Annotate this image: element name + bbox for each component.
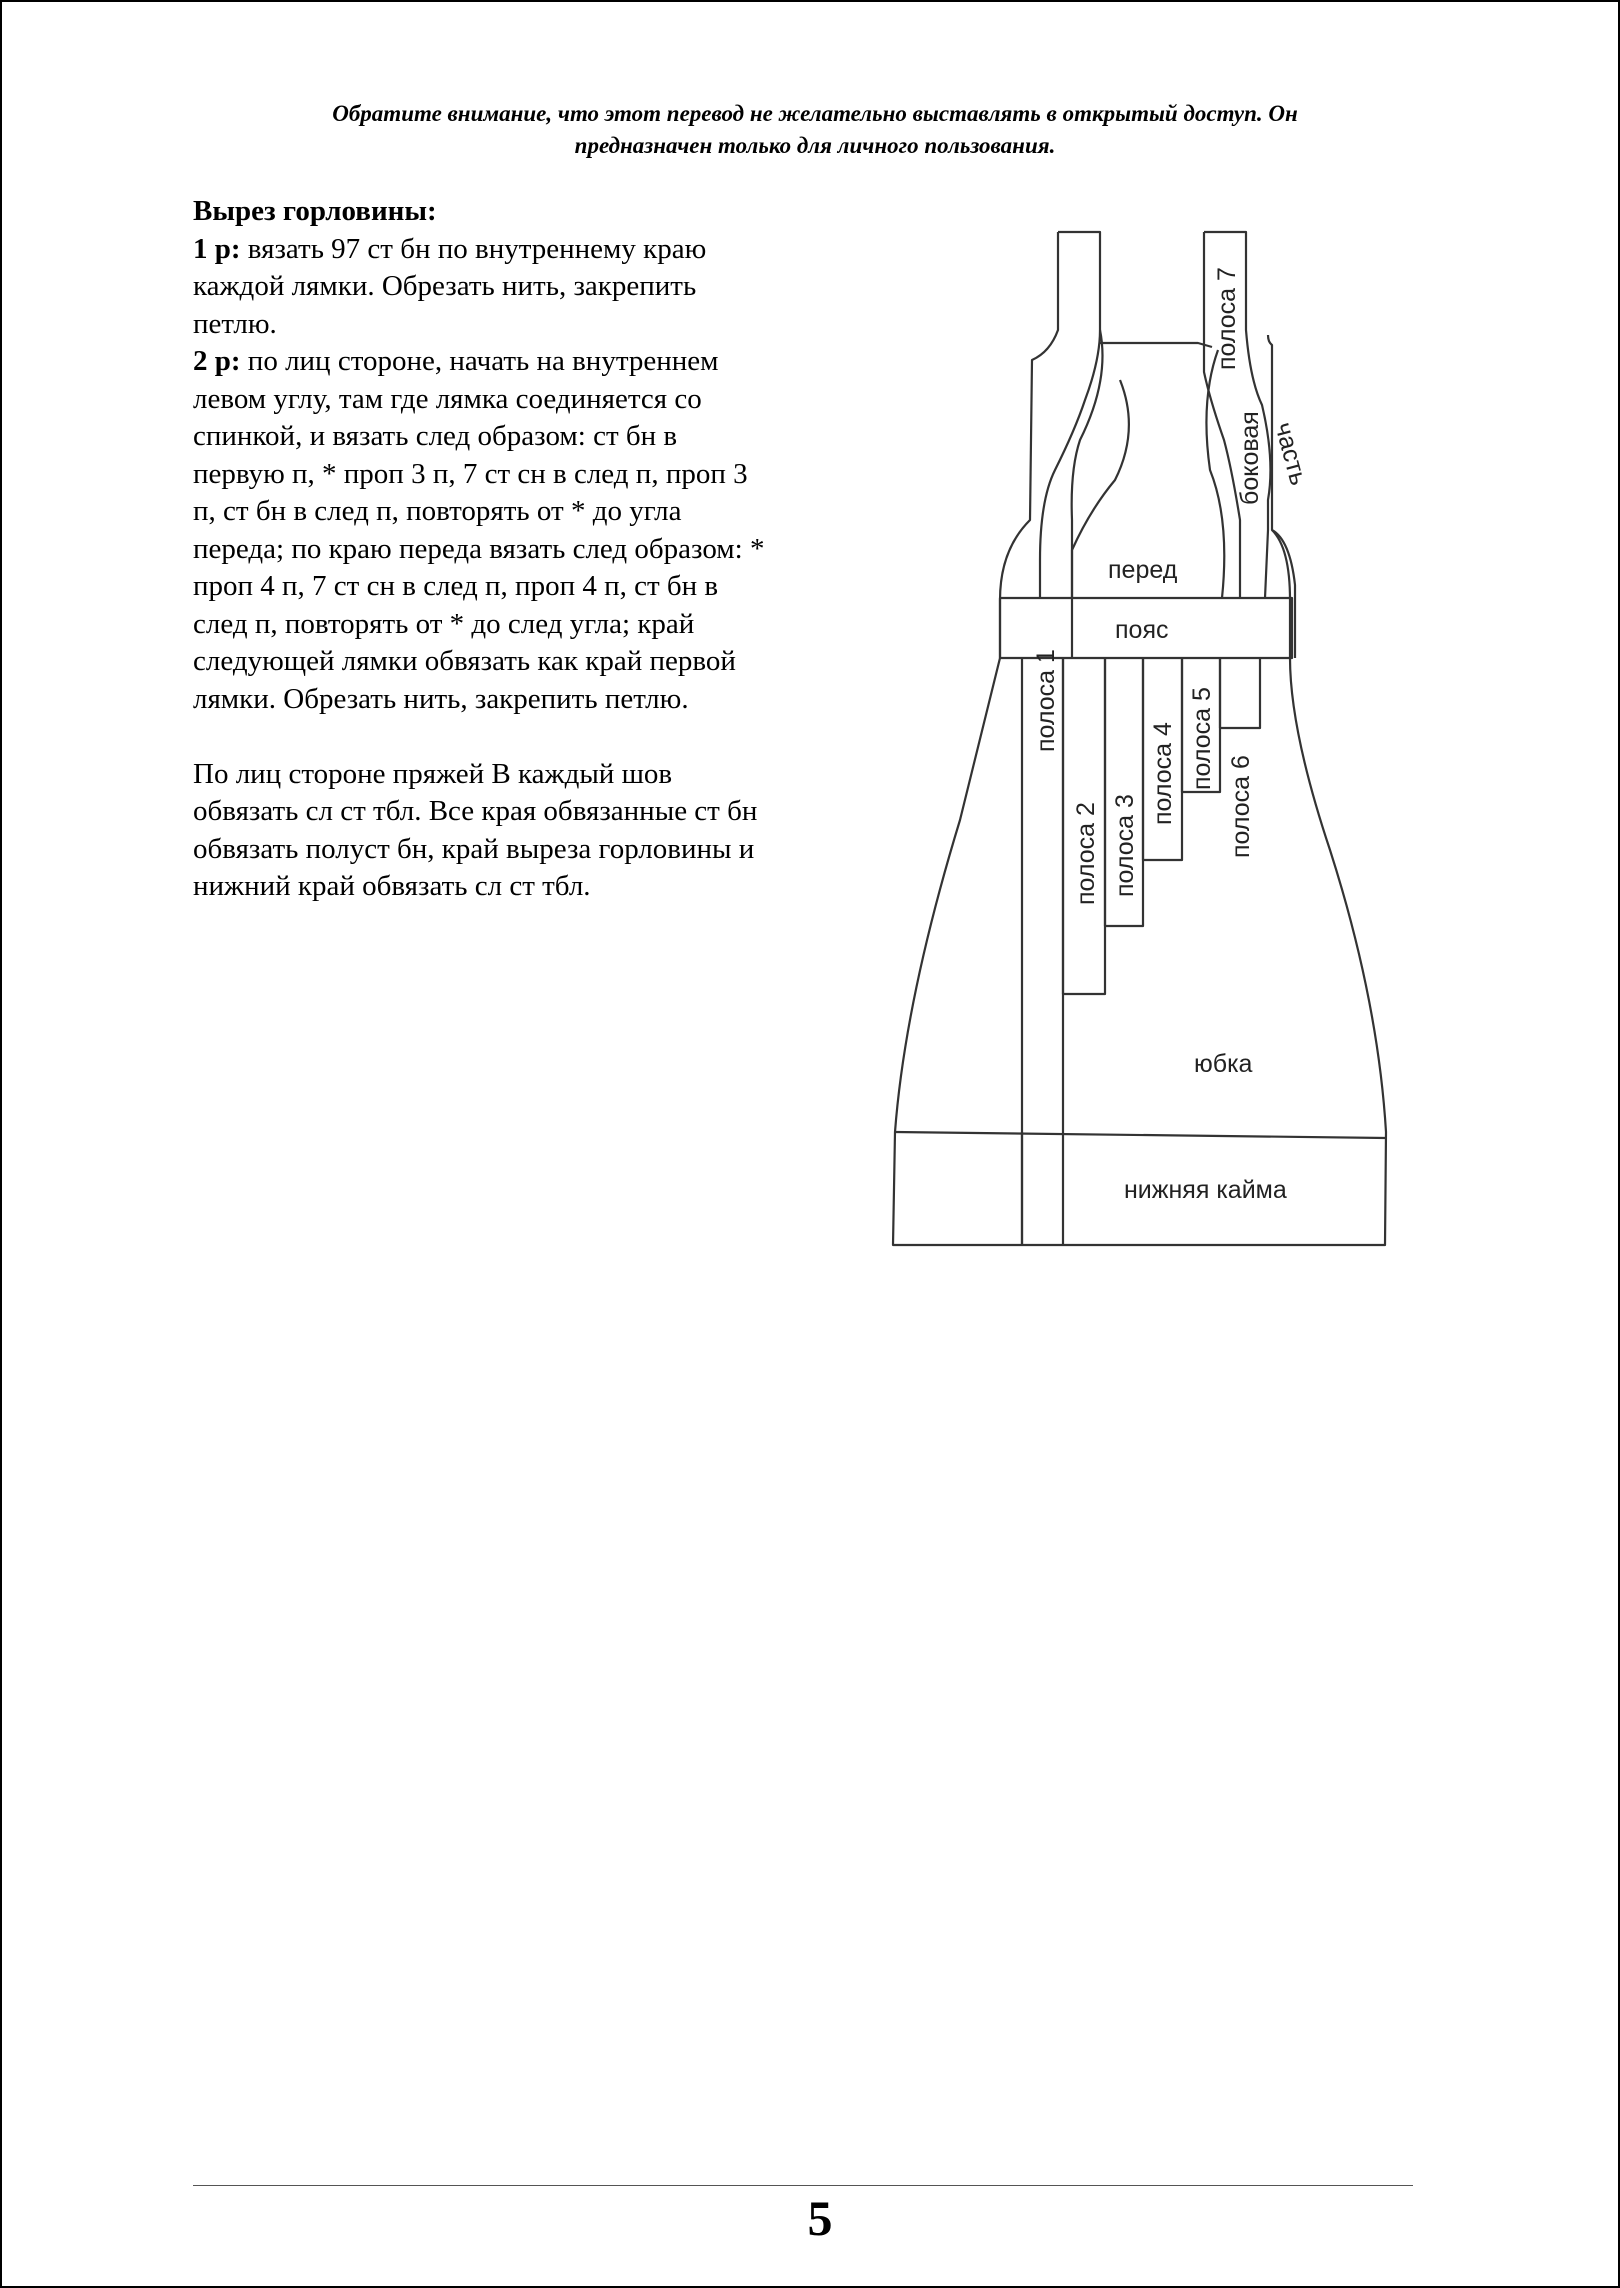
row-2-text: по лиц стороне, начать на внутреннем левом углу, там где лямка соединяется со спинкой, и вязать след образом: ст бн в первую п, * проп 3 п, 7 ст сн в след п, проп 3 п, ст бн в след п, повторять от * до угла переда; по краю переда вязать след образом: * проп 4 п, 7 ст сн в след п, проп 4 п, ст бн в след п, повторять от * до след угла; край следующей лямки обвязать как край первой лямки. Обрезать нить, закрепить петлю. [193,345,765,715]
notice-line-2: предназначен только для личного пользования. [574,133,1056,158]
label-hem: нижняя кайма [1124,1176,1287,1204]
label-front: перед [1108,556,1178,584]
label-side-1: боковая [1236,411,1264,505]
left-side-outline [893,232,1386,1245]
label-stripe-6: полоса 6 [1227,755,1255,858]
footer-rule [193,2185,1413,2186]
row-1-label: 1 р: [193,232,241,265]
finishing-instruction: По лиц стороне пряжей В каждый шов обвязать сл ст тбл. Все края обвязанные ст бн обвязать полуст бн, край выреза горловины и нижний край обвязать сл ст тбл. [193,757,758,902]
stripe-6 [1220,658,1260,728]
label-skirt: юбка [1194,1050,1253,1078]
label-stripe-5: полоса 5 [1188,687,1216,790]
label-stripe-1: полоса 1 [1032,649,1060,752]
notice-line-1: Обратите внимание, что этот перевод не желательно выставлять в открытый доступ. Он [332,101,1298,126]
label-stripe-7: полоса 7 [1213,267,1241,370]
label-stripe-2: полоса 2 [1072,802,1100,905]
section-heading: Вырез горловины: [193,195,437,227]
label-belt: пояс [1115,616,1169,644]
label-stripe-4: полоса 4 [1149,722,1177,825]
hem-top-line [895,1132,1386,1138]
label-stripe-3: полоса 3 [1111,794,1139,897]
row-1-text: вязать 97 ст бн по внутреннему краю каждой лямки. Обрезать нить, закрепить петлю. [193,232,707,340]
neckline [1100,343,1212,347]
row-2-label: 2 р: [193,345,241,377]
page-number: 5 [807,2190,833,2246]
label-side-2: часть [1269,419,1313,489]
